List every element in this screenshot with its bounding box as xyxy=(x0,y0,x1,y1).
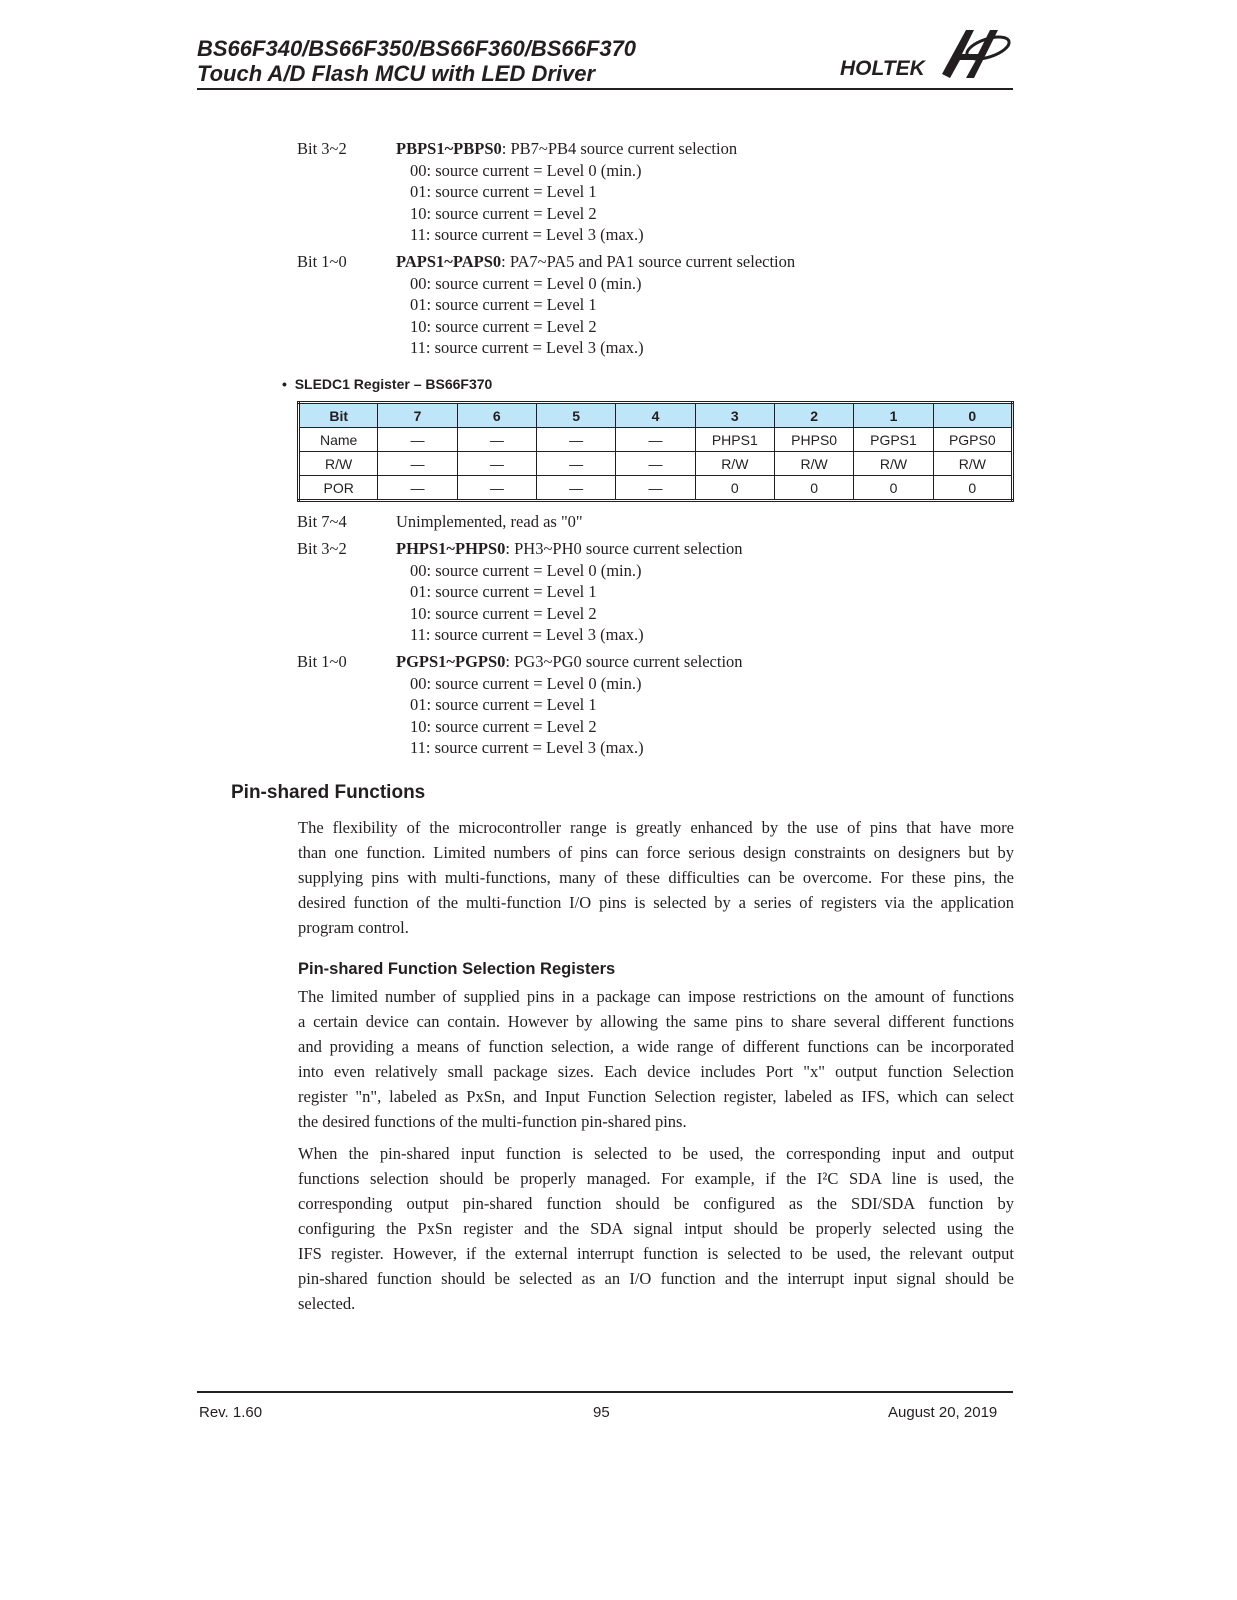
register-header-row xyxy=(299,403,1013,428)
table-cell: — xyxy=(457,452,536,476)
register-column-header: Bit xyxy=(299,403,378,428)
table-cell: — xyxy=(378,452,457,476)
table-cell: — xyxy=(616,476,695,501)
paragraph-line: the desired functions of the multi-function pin-shared pins. xyxy=(298,1112,687,1131)
bit-label: Bit 1~0 xyxy=(297,252,347,271)
paragraph-line: configuring the PxSn register and the SDA signal intput should be properly selected using the xyxy=(298,1219,1014,1238)
table-cell: POR xyxy=(299,476,378,501)
document-title xyxy=(197,36,636,86)
bit-field-name: PAPS1~PAPS0 xyxy=(396,252,502,271)
paragraph-line: desired function of the multi-function I/O pins is selected by a series of registers via the application xyxy=(298,893,1014,912)
bit-option: 00: source current = Level 0 (min.) xyxy=(410,673,642,693)
footer-rule xyxy=(197,1391,1013,1393)
bit-option: 10: source current = Level 2 xyxy=(410,203,597,223)
bit-option: 00: source current = Level 0 (min.) xyxy=(410,560,642,580)
paragraph-line: supplying pins with multi-functions, many of these difficulties can be overcome. For these pins, the xyxy=(298,868,1014,887)
table-cell: — xyxy=(457,428,536,452)
register-heading-text: SLEDC1 Register – BS66F370 xyxy=(294,376,493,392)
table-cell: R/W xyxy=(933,452,1012,476)
header-rule xyxy=(197,88,1013,90)
paragraph-line: IFS register. However, if the external interrupt function is selected to be used, the relevant output xyxy=(298,1244,1014,1263)
bit-description-text xyxy=(396,511,583,533)
bit-label: Bit 7~4 xyxy=(297,512,347,531)
bit-field-text: : PG3~PG0 source current selection xyxy=(505,652,743,671)
table-cell: — xyxy=(378,428,457,452)
table-cell: — xyxy=(616,428,695,452)
table-cell: 0 xyxy=(774,476,853,501)
table-cell: — xyxy=(536,428,615,452)
paragraph-line: selected. xyxy=(298,1294,356,1313)
paragraph-2 xyxy=(298,984,1014,1134)
bit-option: 11: source current = Level 3 (max.) xyxy=(410,225,644,244)
title-line-2: Touch A/D Flash MCU with LED Driver xyxy=(197,61,596,86)
bit-field-text: Unimplemented, read as "0" xyxy=(396,512,583,531)
paragraph-line: pin-shared function should be selected as an I/O function and the interrupt input signal should be xyxy=(298,1269,1014,1288)
register-column-header: 3 xyxy=(695,403,774,428)
table-row xyxy=(299,452,1013,476)
paragraph-line: register "n", labeled as PxSn, and Input Function Selection register, labeled as IFS, which can select xyxy=(298,1087,1014,1106)
footer-date: August 20, 2019 xyxy=(888,1404,998,1421)
table-cell: PHPS0 xyxy=(774,428,853,452)
paragraph-line: When the pin-shared input function is selected to be used, the corresponding input and output xyxy=(298,1144,1014,1163)
bit-option: 10: source current = Level 2 xyxy=(410,716,597,736)
section-title: Pin-shared Functions xyxy=(231,782,426,803)
footer-revision: Rev. 1.60 xyxy=(199,1404,263,1421)
bit-description-text xyxy=(396,251,795,273)
bit-field-text: : PB7~PB4 source current selection xyxy=(501,139,738,158)
bit-field-name: PHPS1~PHPS0 xyxy=(396,539,506,558)
table-cell: — xyxy=(616,452,695,476)
paragraph-line: than one function. Limited numbers of pins can force serious design constraints on designers but by xyxy=(298,843,1014,862)
footer-page-number: 95 xyxy=(593,1404,610,1421)
paragraph-line: The limited number of supplied pins in a package can impose restrictions on the amount of functions xyxy=(298,987,1014,1006)
paragraph-line: and providing a means of function selection, a wide range of different functions can be incorporated xyxy=(298,1037,1014,1056)
register-column-header: 0 xyxy=(933,403,1012,428)
register-column-header: 6 xyxy=(457,403,536,428)
section-subtitle: Pin-shared Function Selection Registers xyxy=(298,960,616,978)
register-column-header: 4 xyxy=(616,403,695,428)
bit-label: Bit 1~0 xyxy=(297,652,347,671)
table-row xyxy=(299,428,1013,452)
logo-text: HOLTEK xyxy=(840,57,925,80)
paragraph-line: program control. xyxy=(298,918,409,937)
paragraph-line: functions selection should be properly managed. For example, if the I²C SDA line is used, the xyxy=(298,1169,1014,1188)
register-heading xyxy=(282,376,492,392)
table-cell: 0 xyxy=(854,476,933,501)
table-cell: 0 xyxy=(933,476,1012,501)
table-cell: PGPS1 xyxy=(854,428,933,452)
bit-description-text xyxy=(396,651,743,673)
bit-field-text: : PH3~PH0 source current selection xyxy=(505,539,743,558)
paragraph-3 xyxy=(298,1141,1014,1316)
bit-label: Bit 3~2 xyxy=(297,139,347,158)
paragraph-line: corresponding output pin-shared function should be configured as the SDI/SDA function by xyxy=(298,1194,1014,1213)
paragraph-line: The flexibility of the microcontroller range is greatly enhanced by the use of pins that have more xyxy=(298,818,1014,837)
holtek-logo xyxy=(838,24,1018,84)
bit-option: 11: source current = Level 3 (max.) xyxy=(410,738,644,757)
table-cell: PHPS1 xyxy=(695,428,774,452)
table-row xyxy=(299,476,1013,501)
table-cell: — xyxy=(536,476,615,501)
register-column-header: 2 xyxy=(774,403,853,428)
register-column-header: 5 xyxy=(536,403,615,428)
bit-option: 10: source current = Level 2 xyxy=(410,603,597,623)
table-cell: PGPS0 xyxy=(933,428,1012,452)
table-cell: R/W xyxy=(774,452,853,476)
bit-option: 00: source current = Level 0 (min.) xyxy=(410,273,642,293)
table-cell: R/W xyxy=(299,452,378,476)
table-cell: — xyxy=(457,476,536,501)
bit-field-name: PGPS1~PGPS0 xyxy=(396,652,506,671)
bit-option: 01: source current = Level 1 xyxy=(410,582,597,601)
table-cell: — xyxy=(378,476,457,501)
bit-field-text: : PA7~PA5 and PA1 source current selection xyxy=(501,252,796,271)
bit-description-text xyxy=(396,538,743,560)
bit-option: 00: source current = Level 0 (min.) xyxy=(410,160,642,180)
bit-label: Bit 3~2 xyxy=(297,539,347,558)
bit-option: 01: source current = Level 1 xyxy=(410,182,597,201)
table-cell: — xyxy=(536,452,615,476)
table-cell: 0 xyxy=(695,476,774,501)
register-column-header: 7 xyxy=(378,403,457,428)
register-body xyxy=(299,428,1013,501)
paragraph-line: into even relatively small package sizes. Each device includes Port "x" output function Selection xyxy=(298,1062,1014,1081)
bit-option: 10: source current = Level 2 xyxy=(410,316,597,336)
bullet-glyph: • xyxy=(282,376,287,392)
bit-option: 01: source current = Level 1 xyxy=(410,695,597,714)
bit-option: 11: source current = Level 3 (max.) xyxy=(410,625,644,644)
paragraph-1 xyxy=(298,815,1014,940)
register-table xyxy=(297,401,1014,502)
table-cell: R/W xyxy=(854,452,933,476)
bit-option: 11: source current = Level 3 (max.) xyxy=(410,338,644,357)
table-cell: Name xyxy=(299,428,378,452)
register-column-header: 1 xyxy=(854,403,933,428)
table-cell: R/W xyxy=(695,452,774,476)
title-line-1: BS66F340/BS66F350/BS66F360/BS66F370 xyxy=(197,36,637,61)
bit-description-text xyxy=(396,138,737,160)
bit-field-name: PBPS1~PBPS0 xyxy=(396,139,502,158)
paragraph-line: a certain device can contain. However by allowing the same pins to share several different functions xyxy=(298,1012,1014,1031)
bit-option: 01: source current = Level 1 xyxy=(410,295,597,314)
